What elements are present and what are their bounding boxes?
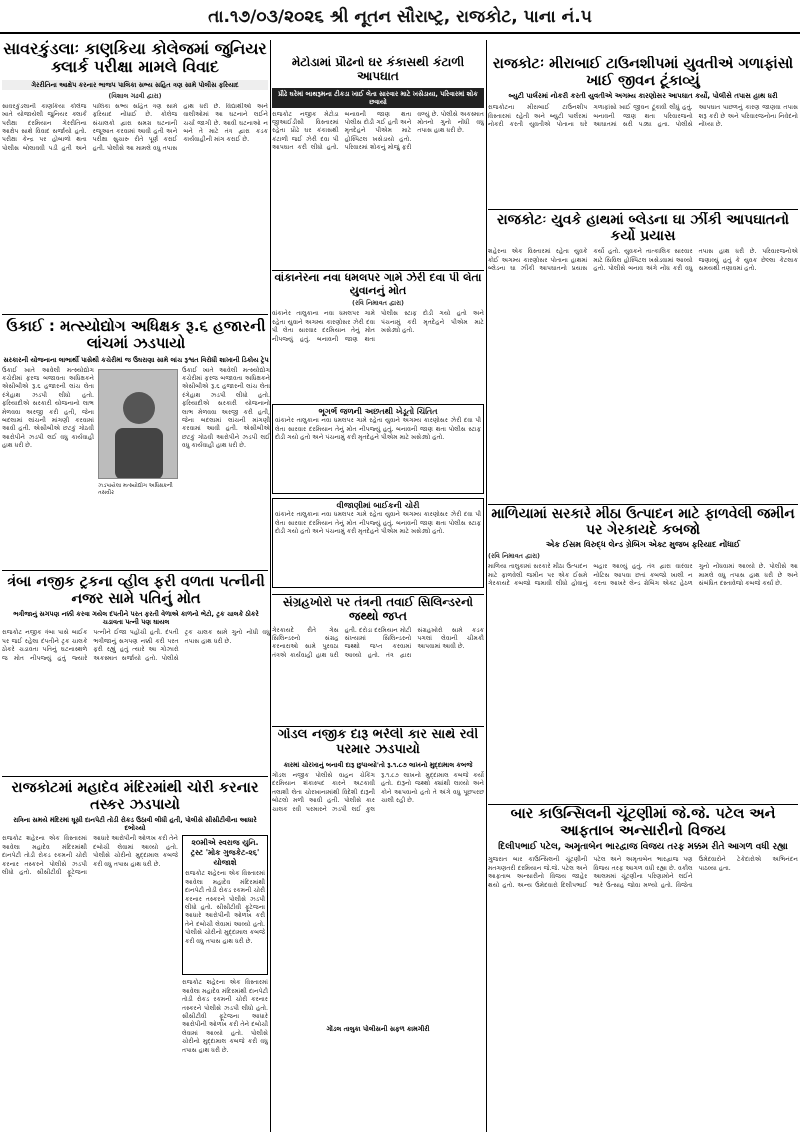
article-vankaner <box>272 272 484 592</box>
article-subheadline: સરકારની યોજનાના લાભાર્થી પાસેથી કચેરીમાં જ ઉઘરાણા સામે લાંચ રૂશ્વત વિરોધી શાખાની ડિકોય ટ્રેપ <box>3 355 269 364</box>
inset-box-title: ૨૦મીએ સ્વરાજ યુનિ. ટ્રસ્ટ 'મોક ગુજકેટ-૨૬' યોજાશે <box>190 838 260 868</box>
inset-box-title: વીજાણીમાં બાઈકની ચોરી <box>336 501 420 511</box>
article-byline: (રવિ નિમાવત દ્વારા) <box>351 299 405 308</box>
article-body: ગોંડલ નજીક પોલીસે વાહન ચેકિંગ દરમિયાન શંકાસ્પદ કારને અટકાવી તલાશી લેતા ચોરખાનામાંથી વિદેશી દારૂની બોટલો મળી આવી હતી. પોલીસે કાર ચાલક રવી પરમારને ઝડપી લઈ કુલ રૂ.૧.૮૭ લાખનો મુદ્દામાલ કબજે કર્યો હતો. દારૂનો જથ્થો ક્યાંથી લાવ્યો અને કોને આપવાનો હતો તે અંગે વધુ પૂછપરછ ચાલી રહી છે. <box>272 771 484 813</box>
article-headline: માળિયામાં સરકારે મીઠા ઉત્પાદન માટે ફાળવેલી જમીન પર ગેરકાયદે કબજો <box>491 506 795 539</box>
article-divider <box>2 314 268 315</box>
article-savarkundla <box>2 40 268 310</box>
article-maliya-land <box>488 506 798 802</box>
article-headline: ઉકાઈ : મત્સ્યોદ્યોગ અધિક્ષક રૂ.૬ હજારની લાંચમાં ઝડપાયો <box>6 318 266 353</box>
article-body: સાવરકુંડલાની કાણકિયા કોલેજ ખાતે યોજાયેલી જુનિયર ક્લાર્ક પરીક્ષા દરમિયાન ગેરરીતિના આક્ષેપ સાથે વિવાદ સર્જાયો હતો. પરીક્ષા કેન્દ્ર પર હોબાળો થતા પોલીસ બોલાવવી પડી હતી અને પાલિકા સભ્ય સહિત ત્રણ સામે ફરિયાદ નોંધાઈ છે. કોલેજ સંચાલકો દ્વારા સમગ્ર ઘટનાની રજૂઆત કરવામાં આવી હતી અને પરીક્ષા સુચારુ રીતે પૂર્ણ કરાઈ હતી. પોલીસે આ મામલે વધુ તપાસ હાથ ધરી છે. વિદ્યાર્થીઓ અને વાલીઓમાં આ ઘટનાને લઈને ચર્ચા જાગી છે. આવી ઘટનાઓ ન બને તે માટે તંત્ર દ્વારા કડક કાર્યવાહીની માંગ કરાઈ છે. <box>2 102 268 152</box>
article-note: ગોંડલ તાલુકા પોલીસની સફળ કામગીરી <box>326 1024 430 1033</box>
article-ukai-bribe <box>2 318 270 568</box>
article-headline: સંગ્રહખોરો પર તંત્રની તવાઈ સિલિન્ડરનો જથ્થો જપ્ત <box>282 596 474 623</box>
article-byline: (રવિ નિમાવત દ્વારા) <box>488 552 541 561</box>
article-body: રાજકોટ નજીક મેટોડા જીઆઈડીસી વિસ્તારમાં રહેતા પ્રૌઢે ઘર કંકાસથી કંટાળી જઈ ઝેરી દવા પી આપઘાત કરી લીધો હતો. બનાવની જાણ થતા પોલીસ દોડી ગઈ હતી અને મૃતદેહને પીએમ માટે હોસ્પિટલ ખસેડાયો હતો. પરિવારમાં શોકનું મોજું ફરી વળ્યું છે. પોલીસે અકસ્માત મોતનો ગુનો નોંધી વધુ તપાસ હાથ ધરી છે. <box>272 110 484 152</box>
person-photo-icon <box>99 370 178 479</box>
article-divider <box>2 776 268 777</box>
article-body: રાજકોટ નજીક ત્રંબા પાસે બાઈક પર જઈ રહેલા દંપતીને ટ્રક ચાલકે ઠોકરે ચડાવતા પતિનું ઘટનાસ્થળે જ મોત નીપજ્યું હતું જ્યારે પત્નીને ઈજા પહોંચી હતી. દંપતી ભત્રીજાનું સગપણ નક્કી કરી પરત ફરી રહ્યું હતું ત્યારે આ ગોઝારો અકસ્માત સર્જાયો હતો. પોલીસે ટ્રક ચાલક સામે ગુનો નોંધી વધુ તપાસ હાથ ધરી છે. <box>2 629 270 662</box>
article-metoda <box>272 56 484 268</box>
article-divider <box>488 504 798 505</box>
article-divider <box>272 726 484 727</box>
article-subheadline: ગેરરીતિના આક્ષેપ કરનાર ભાજપ પાલિકા સભ્ય સહિત ત્રણ સામે પોલીસ ફરિયાદ <box>2 80 268 90</box>
article-gondal-liquor <box>272 728 484 1120</box>
article-headline: બાર કાઉન્સિલની ચૂંટણીમાં જે.જે. પટેલ અને આફતાબ અન્સારીનો વિજય <box>510 806 776 839</box>
article-subheadline: રાત્રિના સમયે મંદિરમાં ઘૂસી દાનપેટી તોડી રોકડ ઉઠાવી લીધી હતી, પોલીસે સીસીટીવીના આધારે દબોચ્યો <box>13 816 257 833</box>
article-divider <box>272 270 484 271</box>
article-body-continued: રાજકોટ શહેરના એક વિસ્તારમાં આવેલા મહાદેવ મંદિરમાંથી દાનપેટી તોડી રોકડ રકમની ચોરી કરનાર તસ્કરને પોલીસે ઝડપી લીધો હતો. સીસીટીવી ફૂટેજના આધારે આરોપીની ઓળખ કરી તેને દબોચી લેવામાં આવ્યો હતો. પોલીસે ચોરીનો મુદ્દામાલ કબજે કરી વધુ તપાસ હાથ ધરી છે. <box>182 979 268 1054</box>
article-body: શહેરના એક વિસ્તારમાં રહેતા યુવકે કોઈ અગમ્ય કારણોસર પોતાના હાથમાં બ્લેડના ઘા ઝીંકી આપઘાતનો પ્રયાસ કર્યો હતો. યુવકને તાત્કાલિક સારવાર માટે સિવિલ હોસ્પિટલ ખસેડવામાં આવ્યો હતો. પોલીસે બનાવ અંગે નોંધ કરી વધુ તપાસ હાથ ધરી છે. પરિવારજનોએ જણાવ્યું હતું કે યુવક છેલ્લા કેટલાક સમયથી તણાવમાં હતો. <box>488 248 798 272</box>
article-body: ગુજરાત બાર કાઉન્સિલની ચૂંટણીની મતગણતરી દરમિયાન જે.જે. પટેલ અને આફતાબ અન્સારીનો વિજય જાહેર થયો હતો. અન્ય ઉમેદવારો દિલીપભાઈ પટેલ અને અમૃતાબેન ભારદ્વાજ પણ વિજય તરફ આગળ વધી રહ્યા છે. વકીલ આલમમાં ચૂંટણીના પરિણામોને લઈને ભારે ઉત્સાહ જોવા મળ્યો હતો. વિજેતા ઉમેદવારોને ટેકેદારોએ અભિનંદન પાઠવ્યા હતા. <box>488 856 798 889</box>
inset-box <box>272 404 484 494</box>
article-subheadline: ભત્રીજાનું સગપણ નક્કી કરવા ગયેલ દંપતીને પરત ફરતી વેળાએ કાળનો ભેટો, ટ્રક ચાલકે ઠોકરે ચડાવતા પત્ની પણ ઘાયલ <box>13 610 259 627</box>
inset-box-title: ભૂગર્ભ જળની અછતથી ખેડૂતો ચિંતિત <box>318 407 438 417</box>
photo-caption: ઝડપાયેલા મત્સ્યોદ્યોગ અધિક્ષકની તસવીર <box>98 482 173 496</box>
inset-box-body: વાંકાનેર તાલુકાના નવા ધમલપર ગામે રહેતા યુવાને અગમ્ય કારણોસર ઝેરી દવા પી લેતા સારવાર દરમિયાન તેનું મોત નીપજ્યું હતું. બનાવની જાણ થતા પોલીસ સ્ટાફ દોડી ગયો હતો અને પંચનામું કરી મૃતદેહને પીએમ માટે ખસેડ્યો હતો. <box>275 511 481 536</box>
article-subheadline: કારમાં ચોરખાનું બનાવી દારૂ છુપાવ્યો'તો રૂ.૧.૮૭ લાખનો મુદ્દામાલ કબજે <box>283 760 473 769</box>
article-divider <box>488 804 798 805</box>
article-headline: ત્રંબા નજીક ટ્રકના વ્હીલ ફરી વળતા પત્નીની નજર સામે પતિનું મોત <box>7 574 265 607</box>
inset-box <box>182 835 268 975</box>
column-divider <box>270 40 271 1132</box>
article-headline: સાવરકુંડલાઃ કાણકિયા કોલેજમાં જુનિયર ક્લાર્ક પરીક્ષા મામલે વિવાદ <box>3 40 267 77</box>
article-subheadline: પ્રૌઢે ઘરેમાં બાથરૂમના ટીકડા ખાઈ લેતા સારવાર માટે ખસેડાયા, પરિવારમાં શોક છવાયો <box>272 88 484 108</box>
article-subheadline: બ્યુટી પાર્લરમાં નોકરી કરતી યુવતીએ અગમ્ય કારણોસર આપઘાત કર્યો, પોલીસે તપાસ હાથ ધરી <box>508 92 778 101</box>
article-headline: વાંકાનેરના નવા ધમલપર ગામે ઝેરી દવા પી લેતા યુવાનનું મોત <box>274 272 482 297</box>
article-tramba-accident <box>2 574 270 774</box>
article-divider <box>2 570 268 571</box>
article-body: માળિયા તાલુકામાં સરકારે મીઠા ઉત્પાદન માટે ફાળવેલી જમીન પર એક ઈસમે ગેરકાયદે કબજો જમાવી લીધો હોવાનું બહાર આવ્યું હતું. તંત્ર દ્વારા વારંવાર નોટિસ આપવા છતાં કબજો ખાલી ન કરતા આખરે લેન્ડ ગ્રેબિંગ એક્ટ હેઠળ ગુનો નોંધવામાં આવ્યો છે. પોલીસે આ મામલે વધુ તપાસ હાથ ધરી છે અને સંબંધિત દસ્તાવેજો કબજે કર્યા છે. <box>488 563 798 587</box>
article-subheadline: દિલીપભાઈ પટેલ, અમૃતાબેન ભારદ્વાજ વિજય તરફ મક્કમ રીતે આગળ વધી રહ્યા <box>498 842 788 853</box>
article-headline: રાજકોટઃ મીરાબાઈ ટાઉનશીપમાં યુવતીએ ગળાફાંસો ખાઈ જીવન ટૂંકાવ્યું <box>492 56 794 89</box>
inset-box-body: રાજકોટ શહેરના એક વિસ્તારમાં આવેલા મહાદેવ મંદિરમાંથી દાનપેટી તોડી રોકડ રકમની ચોરી કરનાર તસ્કરને પોલીસે ઝડપી લીધો હતો. સીસીટીવી ફૂટેજના આધારે આરોપીની ઓળખ કરી તેને દબોચી લેવામાં આવ્યો હતો. પોલીસે ચોરીનો મુદ્દામાલ કબજે કરી વધુ તપાસ હાથ ધરી છે. <box>185 870 265 945</box>
article-body-continued: ઉકાઈ ખાતે આવેલી મત્સ્યોદ્યોગ કચેરીમાં ફરજ બજાવતા અધિક્ષકને એસીબીએ રૂ.૬ હજારની લાંચ લેતા રંગેહાથ ઝડપી લીધો હતો. ફરિયાદીએ સરકારી યોજનાનો લાભ મેળવવા અરજી કરી હતી, જેના બદલામાં લાંચની માંગણી કરવામાં આવી હતી. એસીબીએ છટકું ગોઠવી આરોપીને ઝડપી લઈ વધુ કાર્યવાહી હાથ ધરી છે. <box>182 366 270 450</box>
article-body: વાંકાનેર તાલુકાના નવા ધમલપર ગામે રહેતા યુવાને અગમ્ય કારણોસર ઝેરી દવા પી લેતા સારવાર દરમિયાન તેનું મોત નીપજ્યું હતું. બનાવની જાણ થતા પોલીસ સ્ટાફ દોડી ગયો હતો અને પંચનામું કરી મૃતદેહને પીએમ માટે ખસેડ્યો હતો. <box>272 310 484 343</box>
inset-box <box>272 498 484 588</box>
article-bar-council <box>488 806 798 1132</box>
article-divider <box>272 594 484 595</box>
article-body: રાજકોટના મીરાબાઈ ટાઉનશીપ વિસ્તારમાં રહેતી અને બ્યુટી પાર્લરમાં નોકરી કરતી યુવતીએ પોતાના ઘરે ગળાફાંસો ખાઈ જીવન ટૂંકાવી લીધું હતું. બનાવની જાણ થતા પરિવારજનો આઘાતમાં સરી પડ્યા હતા. પોલીસે આપઘાત પાછળનું કારણ જાણવા તપાસ શરૂ કરી છે અને પરિવારજનોના નિવેદનો નોંધ્યા છે. <box>488 104 798 129</box>
article-headline: રાજકોટમાં મહાદેવ મંદિરમાંથી ચોરી કરનાર તસ્કર ઝડપાયો <box>11 780 259 813</box>
article-body: ઉકાઈ ખાતે આવેલી મત્સ્યોદ્યોગ કચેરીમાં ફરજ બજાવતા અધિક્ષકને એસીબીએ રૂ.૬ હજારની લાંચ લેતા રંગેહાથ ઝડપી લીધો હતો. ફરિયાદીએ સરકારી યોજનાનો લાભ મેળવવા અરજી કરી હતી, જેના બદલામાં લાંચની માંગણી કરવામાં આવી હતી. એસીબીએ છટકું ગોઠવી આરોપીને ઝડપી લઈ વધુ કાર્યવાહી હાથ ધરી છે. <box>2 366 94 450</box>
article-headline: રાજકોટઃ યુવકે હાથમાં બ્લેડના ઘા ઝીંકી આપઘાતનો કર્યો પ્રયાસ <box>496 212 790 245</box>
article-blade-attempt <box>488 212 798 502</box>
article-divider <box>488 209 798 210</box>
article-body: રાજકોટ શહેરના એક વિસ્તારમાં આવેલા મહાદેવ મંદિરમાંથી દાનપેટી તોડી રોકડ રકમની ચોરી કરનાર તસ્કરને પોલીસે ઝડપી લીધો હતો. સીસીટીવી ફૂટેજના આધારે આરોપીની ઓળખ કરી તેને દબોચી લેવામાં આવ્યો હતો. પોલીસે ચોરીનો મુદ્દામાલ કબજે કરી વધુ તપાસ હાથ ધરી છે. <box>2 835 178 876</box>
page-masthead: તા.૧૭/૦૩/૨૦૨૬ શ્રી નૂતન સૌરાષ્ટ્ર, રાજકોટ, પાના નં.૫ <box>0 0 800 34</box>
news-photo <box>98 369 178 479</box>
column-divider <box>486 40 487 1132</box>
article-subheadline: એક ઈસમ વિરુદ્ધ લેન્ડ ગ્રેબિંગ એક્ટ મુજબ ફરિયાદ નોંધાઈ <box>545 540 741 550</box>
article-byline: (વિશાલ ગઢવી દ્વારા) <box>108 91 162 100</box>
article-mahadev-theft <box>2 780 268 1132</box>
article-headline: મેટોડામાં પ્રૌઢનો ઘર કંકાસથી કંટાળી આપઘાત <box>291 56 465 83</box>
article-headline: ગોંડલ નજીક દારૂ ભરેલી કાર સાથે રવી પરમાર ઝડપાયો <box>277 728 479 757</box>
article-mirabai-township <box>488 56 798 206</box>
article-cylinder-seizure <box>272 596 484 724</box>
inset-box-body: વાંકાનેર તાલુકાના નવા ધમલપર ગામે રહેતા યુવાને અગમ્ય કારણોસર ઝેરી દવા પી લેતા સારવાર દરમિયાન તેનું મોત નીપજ્યું હતું. બનાવની જાણ થતા પોલીસ સ્ટાફ દોડી ગયો હતો અને પંચનામું કરી મૃતદેહને પીએમ માટે ખસેડ્યો હતો. <box>275 417 481 442</box>
article-body: ગેરકાયદે રીતે ગેસ સિલિન્ડરનો સંગ્રહ કરનારાઓ સામે પુરવઠા તંત્રએ કાર્યવાહી હાથ ધરી હતી. દરોડા દરમિયાન મોટી સંખ્યામાં સિલિન્ડરનો જથ્થો જપ્ત કરવામાં આવ્યો હતો. તંત્ર દ્વારા સંગ્રહખોરો સામે કડક પગલાં લેવાની ચીમકી આપવામાં આવી છે. <box>272 626 484 659</box>
